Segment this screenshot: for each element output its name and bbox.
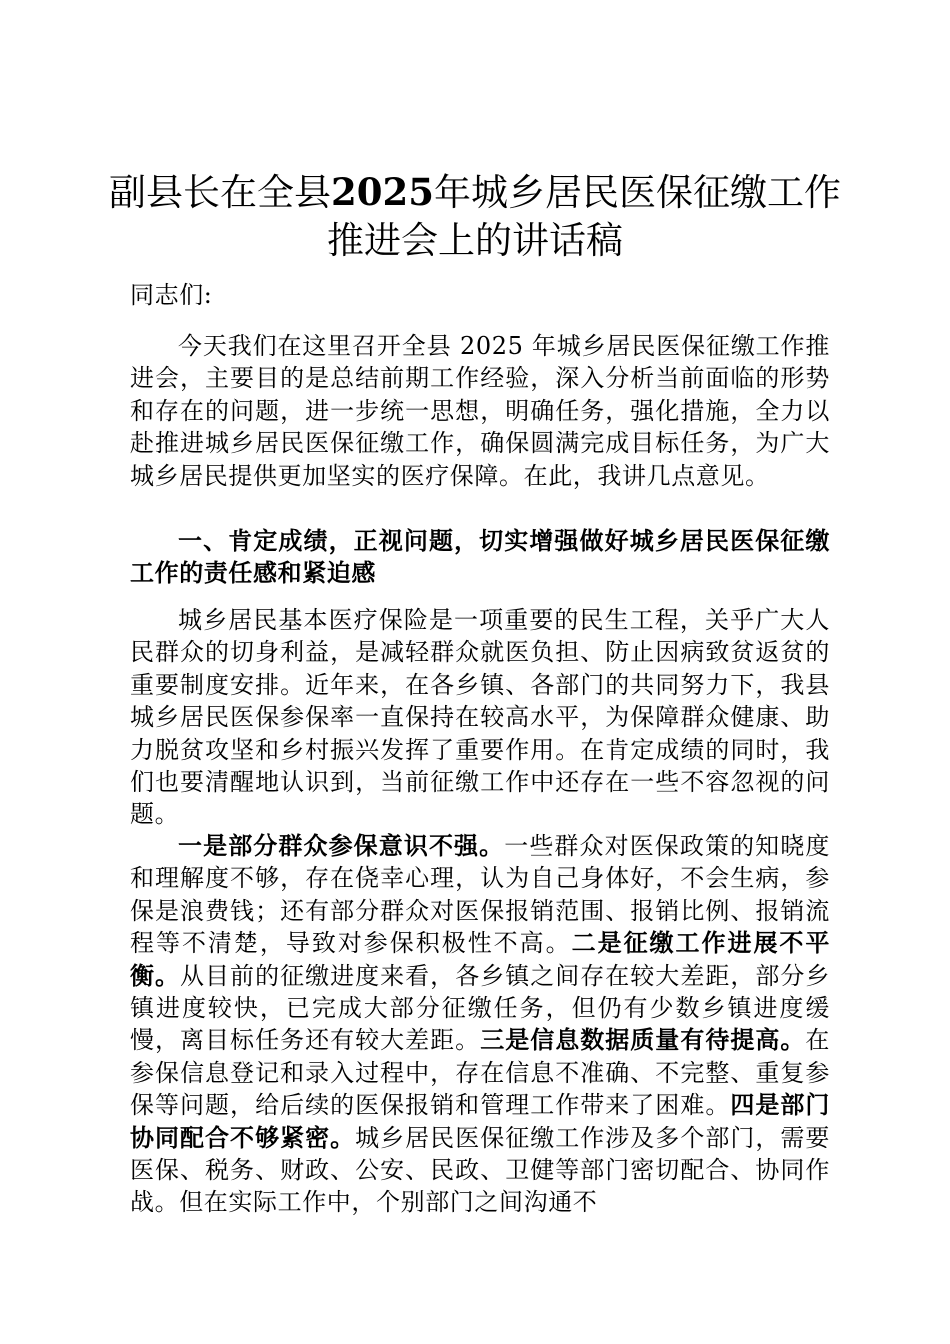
section-heading-1: 一、肯定成绩，正视问题，切实增强做好城乡居民医保征缴工作的责任感和紧迫感 bbox=[130, 526, 830, 588]
point-1-lead: 一是部分群众参保意识不强。 bbox=[178, 831, 505, 860]
document-title-line2: 推进会上的讲话稿 bbox=[327, 219, 623, 262]
point-2-lead: 二是征缴工作进展不平衡。 bbox=[130, 928, 830, 990]
point-4-text: 城乡居民医保征缴工作涉及多个部门，需要医保、税务、财政、公安、民政、卫健等部门密切配合、协同作战。但在实际工作中，个别部门之间沟通不 bbox=[130, 1123, 830, 1217]
intro-paragraph: 今天我们在这里召开全县 2025 年城乡居民医保征缴工作推进会，主要目的是总结前期工作经验，深入分析当前面临的形势和存在的问题，进一步统一思想，明确任务，强化措施，全力以赴推进城乡居民医保征缴工作，确保圆满完成目标任务，为广大城乡居民提供更加坚实的医疗保障。在此，我讲几点意见。 bbox=[130, 332, 830, 490]
point-3-text: 在参保信息登记和录入过程中，存在信息不准确、不完整、重复参保等问题，给后续的医保报销和管理工作带来了困难。 bbox=[130, 1026, 830, 1120]
point-2-text: 从目前的征缴进度来看，各乡镇之间存在较大差距，部分乡镇进度较快，已完成大部分征缴任务，但仍有少数乡镇进度缓慢，离目标任务还有较大差距。 bbox=[130, 961, 830, 1055]
salutation: 同志们: bbox=[130, 281, 213, 309]
section1-paragraph-1: 城乡居民基本医疗保险是一项重要的民生工程，关乎广大人民群众的切身利益，是减轻群众就医负担、防止因病致贫返贫的重要制度安排。近年来，在各乡镇、各部门的共同努力下，我县城乡居民医保参保率一直保持在较高水平，为保障群众健康、助力脱贫攻坚和乡村振兴发挥了重要作用。在肯定成绩的同时，我们也要清醒地认识到，当前征缴工作中还存在一些不容忽视的问题。 bbox=[130, 606, 830, 829]
section1-paragraph-2 bbox=[130, 830, 830, 1219]
point-3-lead: 三是信息数据质量有待提高。 bbox=[480, 1025, 806, 1055]
title-year: 2025 bbox=[331, 170, 434, 214]
document-title-line1 bbox=[100, 167, 850, 218]
title-text-a: 副县长在全县 bbox=[109, 171, 331, 214]
point-1-text: 一些群众对医保政策的知晓度和理解度不够，存在侥幸心理，认为自己身体好，不会生病，参保是浪费钱；还有部分群众对医保报销范围、报销比例、报销流程等不清楚，导致对参保积极性不高。 bbox=[130, 832, 830, 958]
point-4-lead: 四是部门协同配合不够紧密。 bbox=[130, 1090, 830, 1152]
title-text-b: 年城乡居民医保征缴工作 bbox=[433, 171, 841, 214]
